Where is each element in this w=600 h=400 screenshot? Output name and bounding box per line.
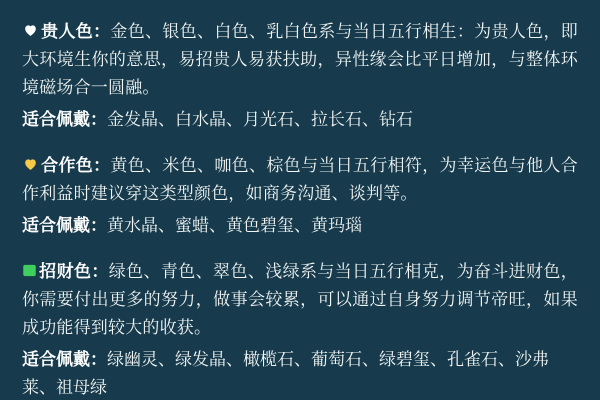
noble-color-paragraph (22, 18, 578, 102)
wealth-color-wear-line (22, 346, 578, 400)
cooperation-color-label: 合作色： (41, 156, 111, 175)
cooperation-color-wear-body: 黄水晶、蜜蜡、黄色碧玺、黄玛瑙 (107, 216, 362, 235)
noble-color-wear-body: 金发晶、白水晶、月光石、拉长石、钻石 (107, 110, 413, 129)
cooperation-color-wear-label: 适合佩戴： (22, 216, 107, 235)
wealth-color-wear-label: 适合佩戴： (22, 350, 107, 369)
heart-icon (22, 156, 39, 172)
wealth-color-paragraph (22, 258, 578, 342)
section-wealth-color (22, 258, 578, 400)
cooperation-color-wear-line (22, 212, 578, 240)
wealth-color-body: 绿色、青色、翠色、浅绿系与当日五行相克，为奋斗进财色，你需要付出更多的努力，做事会较累，可以通过自身努力调节帝旺，如果成功能得到较大的收获。 (22, 262, 578, 337)
green-square-icon (22, 263, 37, 278)
cooperation-color-paragraph (22, 152, 578, 208)
section-noble-color (22, 18, 578, 134)
noble-color-wear-label: 适合佩戴： (22, 110, 107, 129)
heart-icon (22, 22, 39, 38)
noble-color-wear-line (22, 106, 578, 134)
noble-color-label: 贵人色： (41, 22, 111, 41)
section-cooperation-color (22, 152, 578, 240)
wealth-color-wear-body: 绿幽灵、绿发晶、橄榄石、葡萄石、绿碧玺、孔雀石、沙弗莱、祖母绿 (22, 350, 549, 397)
wealth-color-label: 招财色： (39, 262, 109, 281)
noble-color-body: 金色、银色、白色、乳白色系与当日五行相生：为贵人色，即大环境生你的意思，易招贵人易获扶助，异性缘会比平日增加，与整体环境磁场合一圆融。 (22, 22, 578, 97)
cooperation-color-body: 黄色、米色、咖色、棕色与当日五行相符，为幸运色与他人合作利益时建议穿这类型颜色，如商务沟通、谈判等。 (22, 156, 578, 203)
